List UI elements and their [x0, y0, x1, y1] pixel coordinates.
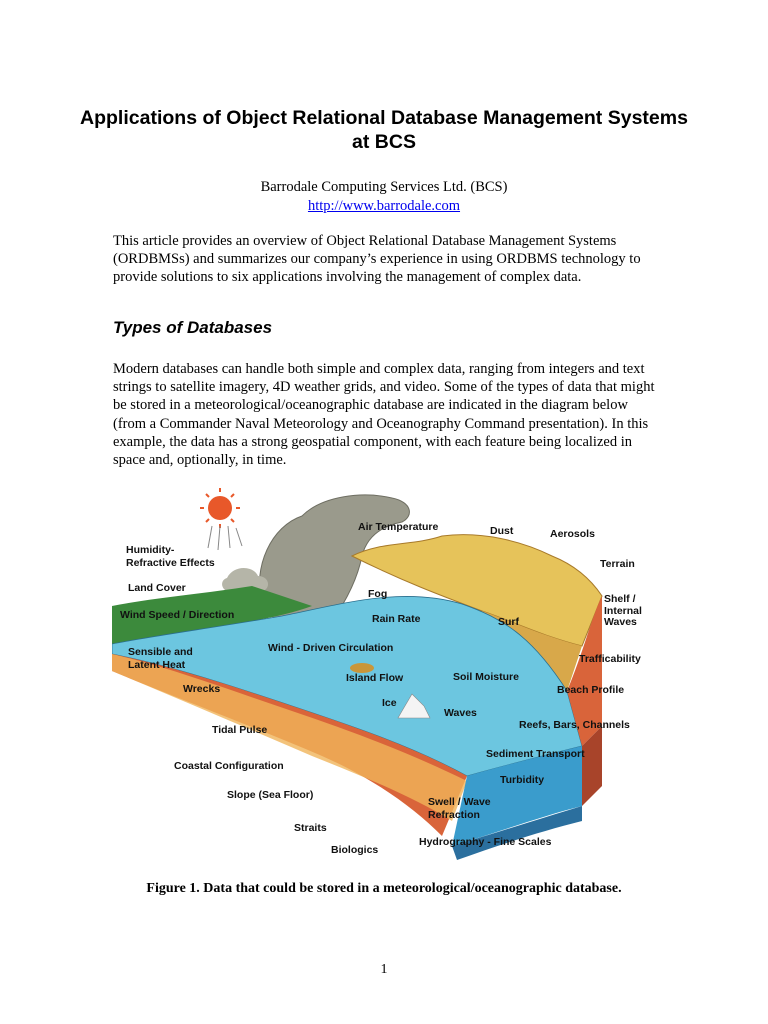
company-url: [0, 197, 768, 216]
label-aerosols: Aerosols: [550, 528, 595, 540]
label-terrain: Terrain: [600, 558, 635, 570]
label-reefs: Reefs, Bars, Channels: [519, 719, 630, 731]
label-slope: Slope (Sea Floor): [227, 789, 314, 801]
section-heading: Types of Databases: [113, 318, 273, 337]
label-humidity-2: Refractive Effects: [126, 557, 215, 569]
label-sensible-2: Latent Heat: [128, 659, 186, 671]
label-waves: Waves: [444, 707, 477, 719]
label-ice: Ice: [382, 697, 397, 709]
label-island-flow: Island Flow: [346, 672, 404, 684]
label-shelf-2: Internal: [604, 605, 642, 617]
label-sediment: Sediment Transport: [486, 748, 585, 760]
intro-paragraph: This article provides an overview of Object Relational Database Management Systems (ORDBMSs) and summarizes our company’s experience in using ORDBMS technology to provide solutions to six applications involving the management of complex data.: [113, 233, 641, 286]
label-coastal: Coastal Configuration: [174, 760, 284, 772]
label-humidity-1: Humidity-: [126, 544, 175, 556]
label-shelf-3: Waves: [604, 616, 637, 628]
company-link[interactable]: http://www.barrodale.com: [307, 198, 461, 214]
label-shelf-1: Shelf /: [604, 593, 636, 605]
sun-icon: [200, 488, 242, 550]
label-trafficability: Trafficability: [579, 653, 641, 665]
figure-caption: Figure 1. Data that could be stored in a meteorological/oceanographic database.: [146, 881, 622, 896]
label-dust: Dust: [490, 525, 514, 537]
label-wind-speed: Wind Speed / Direction: [120, 609, 235, 621]
label-hydrography: Hydrography - Fine Scales: [419, 836, 552, 848]
document-title: Applications of Object Relational Database Management Systems at BCS: [80, 107, 688, 153]
label-land-cover: Land Cover: [128, 582, 186, 594]
label-tidal-pulse: Tidal Pulse: [212, 724, 268, 736]
organization-name: Barrodale Computing Services Ltd. (BCS): [260, 179, 508, 195]
label-swell-2: Refraction: [428, 809, 480, 821]
label-soil-moisture: Soil Moisture: [453, 671, 519, 683]
diagram-illustration: [112, 486, 652, 860]
label-fog: Fog: [368, 588, 388, 600]
label-beach-profile: Beach Profile: [557, 684, 625, 696]
label-wind-circulation: Wind - Driven Circulation: [268, 642, 394, 654]
label-straits: Straits: [294, 822, 327, 834]
label-swell-1: Swell / Wave: [428, 796, 491, 808]
label-turbidity: Turbidity: [500, 774, 545, 786]
label-biologics: Biologics: [331, 844, 379, 856]
label-air-temperature: Air Temperature: [358, 521, 439, 533]
label-sensible-1: Sensible and: [128, 646, 193, 658]
label-wrecks: Wrecks: [183, 683, 221, 695]
section-paragraph: Modern databases can handle both simple and complex data, ranging from integers and text strings to satellite imagery, 4D weather grids, and video. Some of the types of data that might be stored in a meteorological/oceanographic database are indicated in the diagram below (from a Commander Naval Meteorology and Oceanography Command presentation). In this example, the data has a strong geospatial component, with each feature being localized in space and, optionally, in time.: [113, 361, 655, 469]
page-number: 1: [380, 962, 388, 977]
label-rain-rate: Rain Rate: [372, 613, 421, 625]
label-surf: Surf: [498, 616, 519, 628]
ocean-database-diagram: [112, 486, 652, 860]
